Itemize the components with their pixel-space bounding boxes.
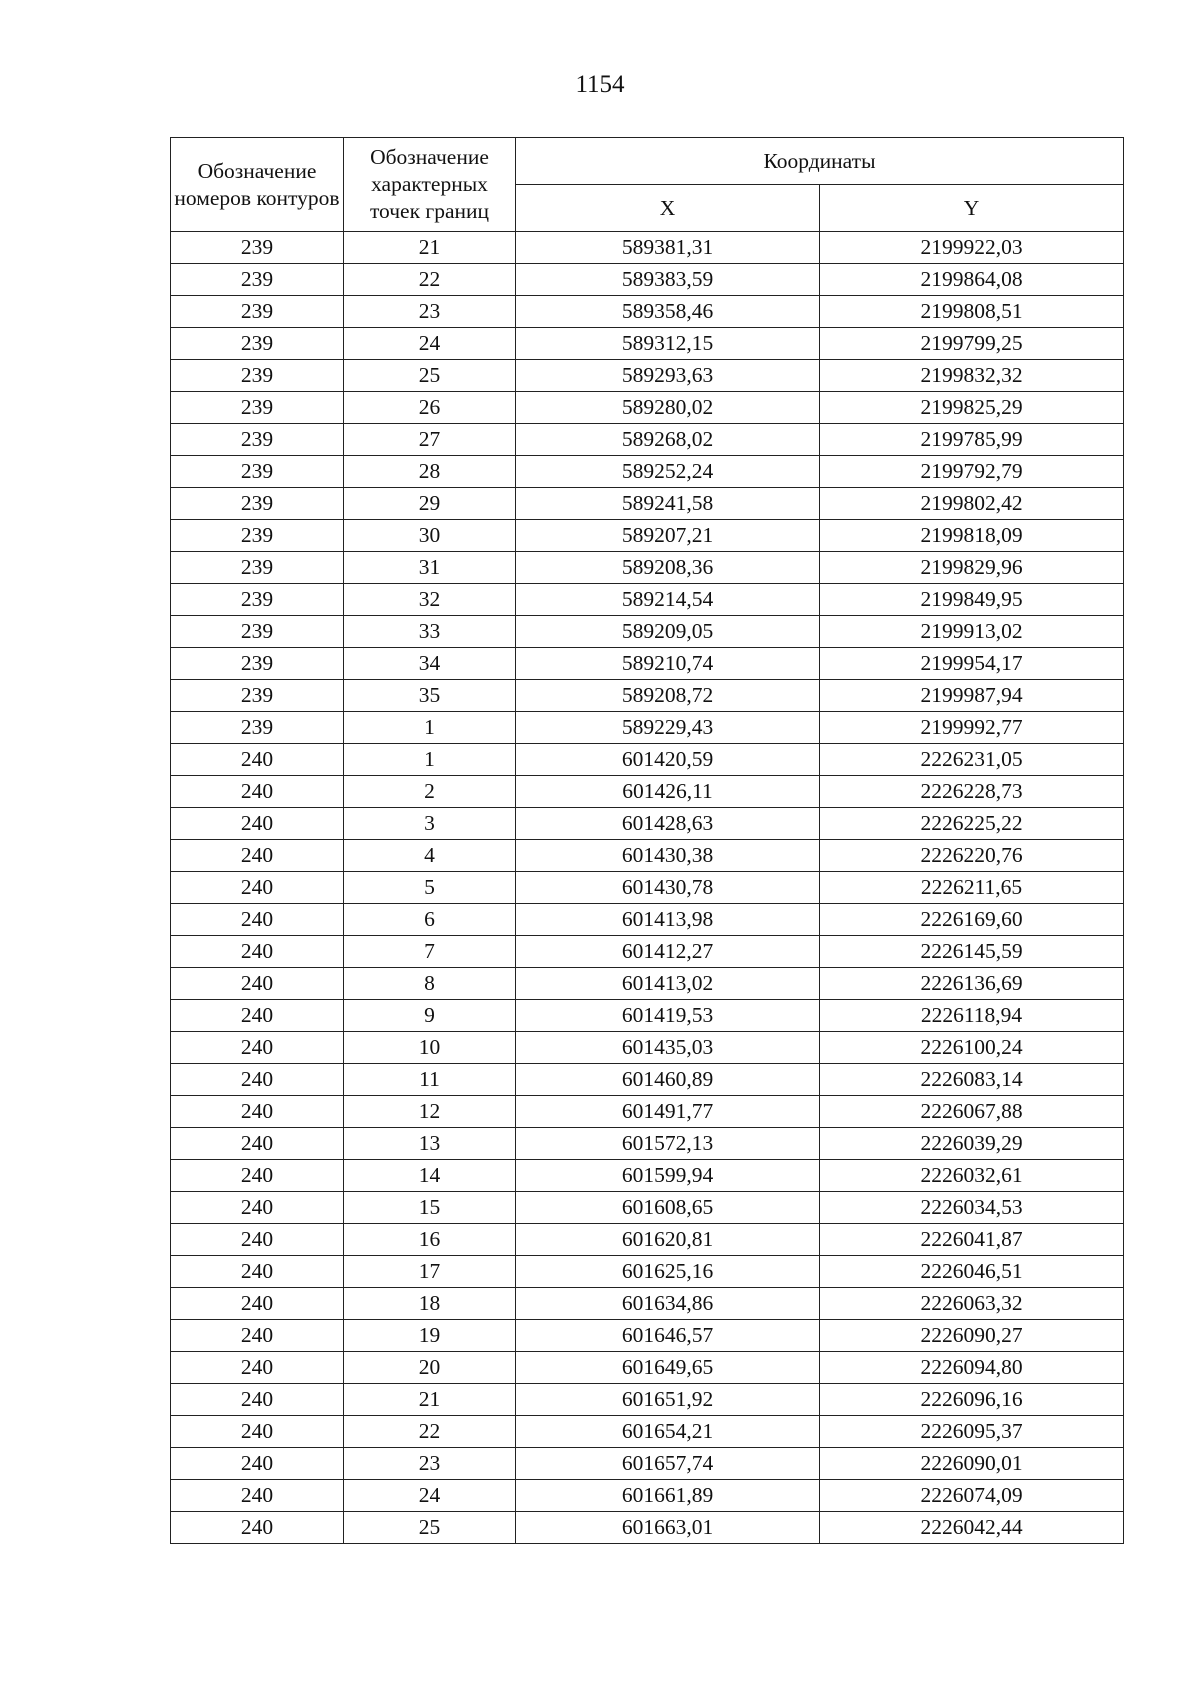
contour-number-cell: 240: [171, 872, 344, 904]
table-row: [171, 1000, 1124, 1032]
y-coordinate-cell: 2226095,37: [820, 1416, 1124, 1448]
point-number-cell: 34: [344, 648, 516, 680]
y-coordinate-cell: 2199849,95: [820, 584, 1124, 616]
x-coordinate-cell: 601599,94: [516, 1160, 820, 1192]
y-coordinate-cell: 2226042,44: [820, 1512, 1124, 1544]
y-coordinate-cell: 2226090,01: [820, 1448, 1124, 1480]
point-number-cell: 27: [344, 424, 516, 456]
y-coordinate-cell: 2226063,32: [820, 1288, 1124, 1320]
table-row: [171, 840, 1124, 872]
contour-number-cell: 239: [171, 616, 344, 648]
point-number-cell: 21: [344, 232, 516, 264]
point-number-cell: 35: [344, 680, 516, 712]
y-coordinate-cell: 2226211,65: [820, 872, 1124, 904]
x-coordinate-cell: 601435,03: [516, 1032, 820, 1064]
table-row: [171, 1032, 1124, 1064]
y-coordinate-cell: 2226231,05: [820, 744, 1124, 776]
x-coordinate-cell: 601625,16: [516, 1256, 820, 1288]
table-row: [171, 392, 1124, 424]
point-number-cell: 21: [344, 1384, 516, 1416]
contour-number-cell: 240: [171, 1320, 344, 1352]
point-number-cell: 7: [344, 936, 516, 968]
x-coordinate-cell: 601430,38: [516, 840, 820, 872]
point-number-cell: 31: [344, 552, 516, 584]
y-coordinate-cell: 2199829,96: [820, 552, 1124, 584]
contour-number-cell: 240: [171, 776, 344, 808]
x-coordinate-cell: 589208,36: [516, 552, 820, 584]
point-number-cell: 20: [344, 1352, 516, 1384]
contour-number-cell: 240: [171, 1512, 344, 1544]
table-row: [171, 616, 1124, 648]
table-row: [171, 1384, 1124, 1416]
table-row: [171, 232, 1124, 264]
table-row: [171, 1192, 1124, 1224]
point-number-cell: 10: [344, 1032, 516, 1064]
header-contour-numbers: Обозначение номеров контуров: [171, 138, 344, 232]
y-coordinate-cell: 2199808,51: [820, 296, 1124, 328]
contour-number-cell: 240: [171, 1352, 344, 1384]
contour-number-cell: 239: [171, 456, 344, 488]
table-row: [171, 552, 1124, 584]
point-number-cell: 9: [344, 1000, 516, 1032]
x-coordinate-cell: 589312,15: [516, 328, 820, 360]
table-row: [171, 1064, 1124, 1096]
point-number-cell: 29: [344, 488, 516, 520]
point-number-cell: 5: [344, 872, 516, 904]
y-coordinate-cell: 2226046,51: [820, 1256, 1124, 1288]
table-row: [171, 456, 1124, 488]
point-number-cell: 17: [344, 1256, 516, 1288]
x-coordinate-cell: 589381,31: [516, 232, 820, 264]
x-coordinate-cell: 589293,63: [516, 360, 820, 392]
point-number-cell: 30: [344, 520, 516, 552]
contour-number-cell: 240: [171, 1096, 344, 1128]
header-x: X: [516, 185, 820, 232]
x-coordinate-cell: 601413,02: [516, 968, 820, 1000]
point-number-cell: 13: [344, 1128, 516, 1160]
point-number-cell: 19: [344, 1320, 516, 1352]
y-coordinate-cell: 2226032,61: [820, 1160, 1124, 1192]
x-coordinate-cell: 589209,05: [516, 616, 820, 648]
x-coordinate-cell: 589208,72: [516, 680, 820, 712]
y-coordinate-cell: 2226145,59: [820, 936, 1124, 968]
point-number-cell: 8: [344, 968, 516, 1000]
table-row: [171, 904, 1124, 936]
x-coordinate-cell: 589358,46: [516, 296, 820, 328]
table-row: [171, 1128, 1124, 1160]
table-row: [171, 1480, 1124, 1512]
contour-number-cell: 239: [171, 424, 344, 456]
x-coordinate-cell: 589268,02: [516, 424, 820, 456]
table-row: [171, 936, 1124, 968]
contour-number-cell: 240: [171, 808, 344, 840]
x-coordinate-cell: 601572,13: [516, 1128, 820, 1160]
point-number-cell: 1: [344, 712, 516, 744]
y-coordinate-cell: 2226100,24: [820, 1032, 1124, 1064]
contour-number-cell: 240: [171, 1256, 344, 1288]
point-number-cell: 11: [344, 1064, 516, 1096]
y-coordinate-cell: 2226067,88: [820, 1096, 1124, 1128]
table-row: [171, 808, 1124, 840]
y-coordinate-cell: 2226074,09: [820, 1480, 1124, 1512]
point-number-cell: 33: [344, 616, 516, 648]
table-row: [171, 488, 1124, 520]
header-boundary-points: Обозначение характерных точек границ: [344, 138, 516, 232]
table-row: [171, 1256, 1124, 1288]
table-header: [171, 138, 1124, 232]
contour-number-cell: 239: [171, 552, 344, 584]
y-coordinate-cell: 2226094,80: [820, 1352, 1124, 1384]
point-number-cell: 22: [344, 264, 516, 296]
contour-number-cell: 239: [171, 264, 344, 296]
point-number-cell: 25: [344, 360, 516, 392]
x-coordinate-cell: 601654,21: [516, 1416, 820, 1448]
table-row: [171, 776, 1124, 808]
table-row: [171, 1352, 1124, 1384]
x-coordinate-cell: 589207,21: [516, 520, 820, 552]
table-row: [171, 584, 1124, 616]
contour-number-cell: 240: [171, 1448, 344, 1480]
y-coordinate-cell: 2226136,69: [820, 968, 1124, 1000]
contour-number-cell: 240: [171, 1160, 344, 1192]
contour-number-cell: 240: [171, 1000, 344, 1032]
contour-number-cell: 240: [171, 1192, 344, 1224]
point-number-cell: 6: [344, 904, 516, 936]
x-coordinate-cell: 601413,98: [516, 904, 820, 936]
table-row: [171, 1320, 1124, 1352]
table-body: [171, 232, 1124, 1544]
point-number-cell: 26: [344, 392, 516, 424]
contour-number-cell: 240: [171, 1128, 344, 1160]
x-coordinate-cell: 601663,01: [516, 1512, 820, 1544]
point-number-cell: 18: [344, 1288, 516, 1320]
x-coordinate-cell: 589383,59: [516, 264, 820, 296]
y-coordinate-cell: 2199987,94: [820, 680, 1124, 712]
y-coordinate-cell: 2199954,17: [820, 648, 1124, 680]
table-row: [171, 360, 1124, 392]
y-coordinate-cell: 2226039,29: [820, 1128, 1124, 1160]
contour-number-cell: 239: [171, 328, 344, 360]
point-number-cell: 32: [344, 584, 516, 616]
y-coordinate-cell: 2199992,77: [820, 712, 1124, 744]
x-coordinate-cell: 601428,63: [516, 808, 820, 840]
table-row: [171, 328, 1124, 360]
y-coordinate-cell: 2226034,53: [820, 1192, 1124, 1224]
y-coordinate-cell: 2226169,60: [820, 904, 1124, 936]
page-number: 1154: [575, 71, 625, 98]
y-coordinate-cell: 2226228,73: [820, 776, 1124, 808]
table-row: [171, 744, 1124, 776]
contour-number-cell: 239: [171, 488, 344, 520]
y-coordinate-cell: 2226090,27: [820, 1320, 1124, 1352]
y-coordinate-cell: 2199922,03: [820, 232, 1124, 264]
x-coordinate-cell: 601426,11: [516, 776, 820, 808]
contour-number-cell: 240: [171, 1224, 344, 1256]
table-row: [171, 296, 1124, 328]
contour-number-cell: 239: [171, 648, 344, 680]
point-number-cell: 4: [344, 840, 516, 872]
x-coordinate-cell: 601430,78: [516, 872, 820, 904]
y-coordinate-cell: 2199913,02: [820, 616, 1124, 648]
table-row: [171, 1160, 1124, 1192]
contour-number-cell: 239: [171, 680, 344, 712]
table-row: [171, 264, 1124, 296]
point-number-cell: 15: [344, 1192, 516, 1224]
point-number-cell: 2: [344, 776, 516, 808]
table-row: [171, 1224, 1124, 1256]
x-coordinate-cell: 589280,02: [516, 392, 820, 424]
y-coordinate-cell: 2199792,79: [820, 456, 1124, 488]
contour-number-cell: 240: [171, 968, 344, 1000]
table-row: [171, 1096, 1124, 1128]
point-number-cell: 23: [344, 1448, 516, 1480]
table-row: [171, 424, 1124, 456]
y-coordinate-cell: 2199799,25: [820, 328, 1124, 360]
point-number-cell: 24: [344, 1480, 516, 1512]
table-row: [171, 680, 1124, 712]
point-number-cell: 16: [344, 1224, 516, 1256]
point-number-cell: 28: [344, 456, 516, 488]
contour-number-cell: 240: [171, 1480, 344, 1512]
contour-number-cell: 240: [171, 936, 344, 968]
x-coordinate-cell: 601608,65: [516, 1192, 820, 1224]
contour-number-cell: 239: [171, 520, 344, 552]
table-row: [171, 872, 1124, 904]
point-number-cell: 1: [344, 744, 516, 776]
contour-number-cell: 240: [171, 1064, 344, 1096]
contour-number-cell: 239: [171, 712, 344, 744]
point-number-cell: 3: [344, 808, 516, 840]
x-coordinate-cell: 601634,86: [516, 1288, 820, 1320]
point-number-cell: 14: [344, 1160, 516, 1192]
table-row: [171, 968, 1124, 1000]
contour-number-cell: 240: [171, 904, 344, 936]
header-coordinates: Координаты: [516, 138, 1124, 185]
point-number-cell: 25: [344, 1512, 516, 1544]
contour-number-cell: 240: [171, 1288, 344, 1320]
x-coordinate-cell: 601460,89: [516, 1064, 820, 1096]
point-number-cell: 23: [344, 296, 516, 328]
y-coordinate-cell: 2226225,22: [820, 808, 1124, 840]
contour-number-cell: 239: [171, 232, 344, 264]
y-coordinate-cell: 2199832,32: [820, 360, 1124, 392]
y-coordinate-cell: 2226083,14: [820, 1064, 1124, 1096]
x-coordinate-cell: 601661,89: [516, 1480, 820, 1512]
x-coordinate-cell: 589252,24: [516, 456, 820, 488]
table-row: [171, 648, 1124, 680]
contour-number-cell: 239: [171, 360, 344, 392]
x-coordinate-cell: 601491,77: [516, 1096, 820, 1128]
point-number-cell: 22: [344, 1416, 516, 1448]
y-coordinate-cell: 2199864,08: [820, 264, 1124, 296]
x-coordinate-cell: 589241,58: [516, 488, 820, 520]
y-coordinate-cell: 2226220,76: [820, 840, 1124, 872]
y-coordinate-cell: 2226041,87: [820, 1224, 1124, 1256]
contour-number-cell: 239: [171, 296, 344, 328]
x-coordinate-cell: 601657,74: [516, 1448, 820, 1480]
point-number-cell: 12: [344, 1096, 516, 1128]
x-coordinate-cell: 589210,74: [516, 648, 820, 680]
table-row: [171, 1288, 1124, 1320]
table-row: [171, 1512, 1124, 1544]
contour-number-cell: 240: [171, 1416, 344, 1448]
y-coordinate-cell: 2226118,94: [820, 1000, 1124, 1032]
point-number-cell: 24: [344, 328, 516, 360]
header-y: Y: [820, 185, 1124, 232]
x-coordinate-cell: 601412,27: [516, 936, 820, 968]
contour-number-cell: 240: [171, 744, 344, 776]
table-row: [171, 1448, 1124, 1480]
table-row: [171, 520, 1124, 552]
y-coordinate-cell: 2199818,09: [820, 520, 1124, 552]
coordinates-table: [170, 137, 1124, 1544]
contour-number-cell: 239: [171, 584, 344, 616]
contour-number-cell: 240: [171, 1032, 344, 1064]
contour-number-cell: 240: [171, 1384, 344, 1416]
x-coordinate-cell: 589229,43: [516, 712, 820, 744]
x-coordinate-cell: 589214,54: [516, 584, 820, 616]
x-coordinate-cell: 601649,65: [516, 1352, 820, 1384]
table-row: [171, 1416, 1124, 1448]
y-coordinate-cell: 2226096,16: [820, 1384, 1124, 1416]
y-coordinate-cell: 2199785,99: [820, 424, 1124, 456]
table-row: [171, 712, 1124, 744]
x-coordinate-cell: 601646,57: [516, 1320, 820, 1352]
y-coordinate-cell: 2199802,42: [820, 488, 1124, 520]
x-coordinate-cell: 601419,53: [516, 1000, 820, 1032]
x-coordinate-cell: 601420,59: [516, 744, 820, 776]
x-coordinate-cell: 601620,81: [516, 1224, 820, 1256]
y-coordinate-cell: 2199825,29: [820, 392, 1124, 424]
contour-number-cell: 240: [171, 840, 344, 872]
x-coordinate-cell: 601651,92: [516, 1384, 820, 1416]
contour-number-cell: 239: [171, 392, 344, 424]
